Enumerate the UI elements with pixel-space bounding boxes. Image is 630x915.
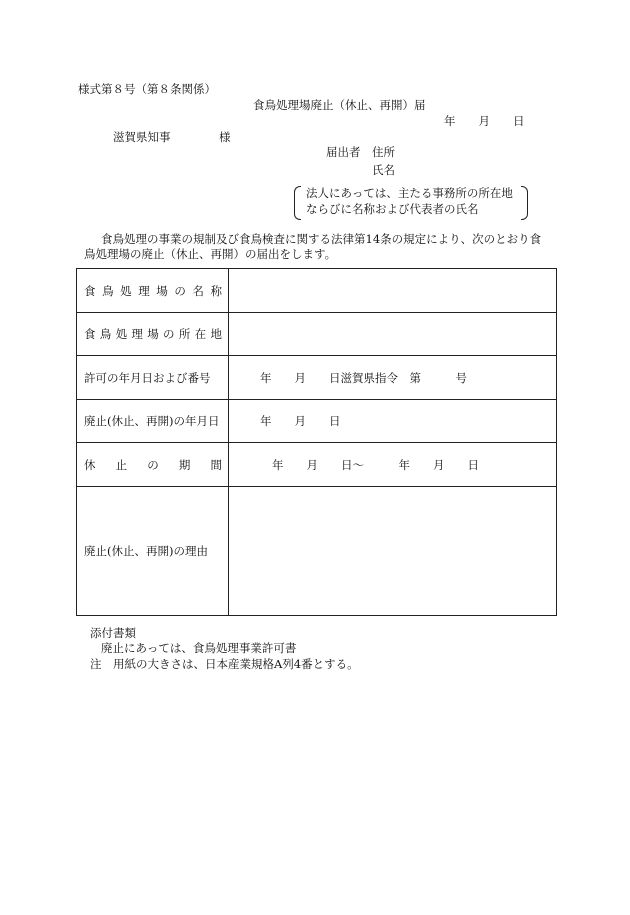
row-label-closure-date: 廃止(休止、再開)の年月日 [77,400,229,443]
row-label-facility-name: 食鳥処理場の名称 [77,269,229,313]
body-text-line: 食鳥処理の事業の規制及び食鳥検査に関する法律第14条の規定により、次のとおり食 [101,232,542,246]
table-row [77,487,557,616]
row-label-facility-location: 食鳥処理場の所在地 [77,313,229,356]
right-bracket [521,186,528,220]
permit-field[interactable]: 年 月 日滋賀県指令 第 号 [229,356,557,400]
suspension-period-field[interactable]: 年 月 日～ 年 月 日 [229,443,557,487]
address-label: 住所 [372,145,395,159]
corporate-note-line: 法人にあっては、主たる事務所の所在地 [306,186,513,200]
table-row [77,400,557,443]
submitter-label: 届出者 [326,145,361,159]
form-number: 様式第８号（第８条関係） [78,82,216,96]
row-label-permit: 許可の年月日および番号 [77,356,229,400]
document-title: 食鳥処理場廃止（休止、再開）届 [253,98,426,112]
left-bracket [294,186,301,220]
facility-location-field[interactable] [229,313,557,356]
size-note: 注 用紙の大きさは、日本産業規格A列4番とする。 [90,657,359,671]
row-label-suspension-period: 休止の期間 [77,443,229,487]
attachments-heading: 添付書類 [90,626,136,640]
reason-field[interactable] [229,487,557,616]
name-label: 氏名 [372,163,395,177]
date-line: 年 月 日 [444,114,525,128]
attachments-item: 廃止にあっては、食鳥処理事業許可書 [101,641,297,655]
row-label-reason: 廃止(休止、再開)の理由 [77,487,229,616]
table-row [77,269,557,313]
table-row [77,313,557,356]
corporate-note-line: ならびに名称および代表者の氏名 [306,202,479,216]
form-table [76,268,557,616]
honorific: 様 [219,130,231,144]
closure-date-field[interactable]: 年 月 日 [229,400,557,443]
addressee: 滋賀県知事 [113,130,171,144]
facility-name-field[interactable] [229,269,557,313]
table-row [77,356,557,400]
table-row [77,443,557,487]
body-text-line: 鳥処理場の廃止（休止、再開）の届出をします。 [84,247,337,261]
corporate-note [294,186,528,220]
